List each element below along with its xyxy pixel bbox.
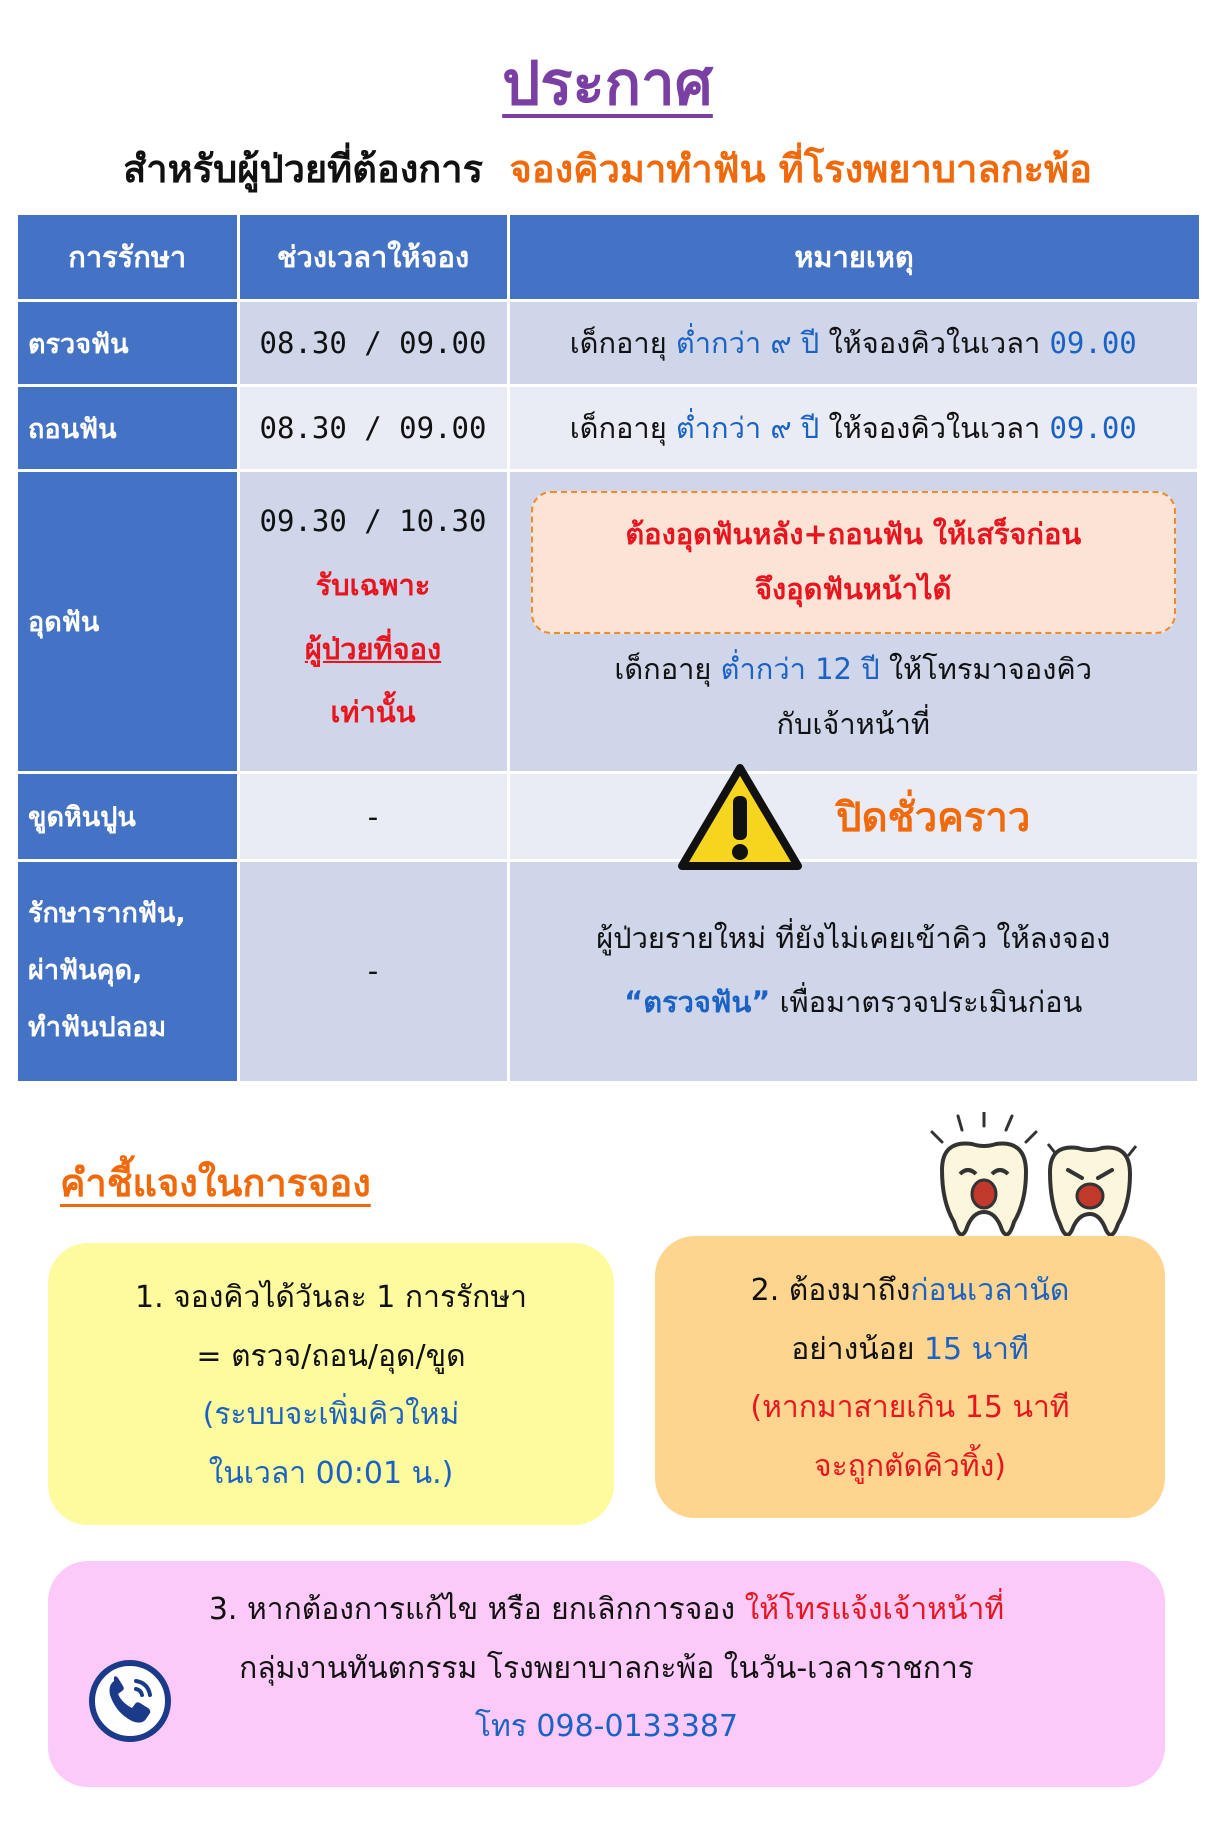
table-row [18,861,1199,1081]
instruction-box-1: 1. จองคิวได้วันละ 1 การรักษา = ตรวจ/ถอน/อุด/ขูด (ระบบจะเพิ่มคิวใหม่ ในเวลา 00:01 น.) [48,1243,614,1525]
row-time: - [238,773,508,861]
phone-icon [88,1659,172,1743]
row-label-checkup: ตรวจฟัน [18,301,238,386]
page-title: ประกาศ [502,49,713,119]
page-subtitle: สำหรับผู้ป่วยที่ต้องการ จองคิวมาทำฟัน ที่โรงพยาบาลกะพ้อ [123,147,1092,191]
table-row [18,471,1199,773]
schedule-table [18,215,1200,1081]
warning-icon [676,762,804,874]
table-row [18,386,1199,471]
row-note: ผู้ป่วยรายใหม่ ที่ยังไม่เคยเข้าคิว ให้ลงจอง “ตรวจฟัน” เพื่อมาตรวจประเมินก่อน [508,861,1199,1081]
instruction-box-2: 2. ต้องมาถึงก่อนเวลานัด อย่างน้อย 15 นาที (หากมาสายเกิน 15 นาที จะถูกตัดคิวทิ้ง) [655,1236,1165,1518]
row-time: 09.30 / 10.30 รับเฉพาะ ผู้ป่วยที่จอง เท่านั้น [238,471,508,773]
row-time: - [238,861,508,1081]
row-label-extraction: ถอนฟัน [18,386,238,471]
row-note: เด็กอายุ ต่ำกว่า ๙ ปี ให้จองคิวในเวลา 09.00 [508,301,1199,386]
instructions-title: คำชี้แจงในการจอง [60,1161,371,1205]
row-note: ต้องอุดฟันหลัง+ถอนฟัน ให้เสร็จก่อน จึงอุดฟันหน้าได้ เด็กอายุ ต่ำกว่า 12 ปี ให้โทรมาจองคิว กับเจ้าหน้าที่ [508,471,1199,773]
row-time: 08.30 / 09.00 [238,301,508,386]
table-header-row [18,215,1199,301]
row-label-filling: อุดฟัน [18,471,238,773]
instruction-box-3: 3. หากต้องการแก้ไข หรือ ยกเลิกการจอง ให้โทรแจ้งเจ้าหน้าที่ กลุ่มงานทันตกรรม โรงพยาบาลกะพ้อ ในวัน-เวลาราชการ โทร 098-0133387 [48,1561,1165,1787]
temporarily-closed: ปิดชั่วคราว [836,794,1031,841]
row-note [508,773,1199,861]
header-treatment: การรักษา [18,215,238,301]
row-note: เด็กอายุ ต่ำกว่า ๙ ปี ให้จองคิวในเวลา 09.00 [508,386,1199,471]
header-remark: หมายเหตุ [508,215,1199,301]
header-booking-time: ช่วงเวลาให้จอง [238,215,508,301]
row-time: 08.30 / 09.00 [238,386,508,471]
row-label-scaling: ขูดหินปูน [18,773,238,861]
warning-box: ต้องอุดฟันหลัง+ถอนฟัน ให้เสร็จก่อน จึงอุดฟันหน้าได้ [531,491,1177,633]
table-row [18,301,1199,386]
row-label-other-treatments: รักษารากฟัน, ผ่าฟันคุด, ทำฟันปลอม [18,861,238,1081]
table-row [18,773,1199,861]
